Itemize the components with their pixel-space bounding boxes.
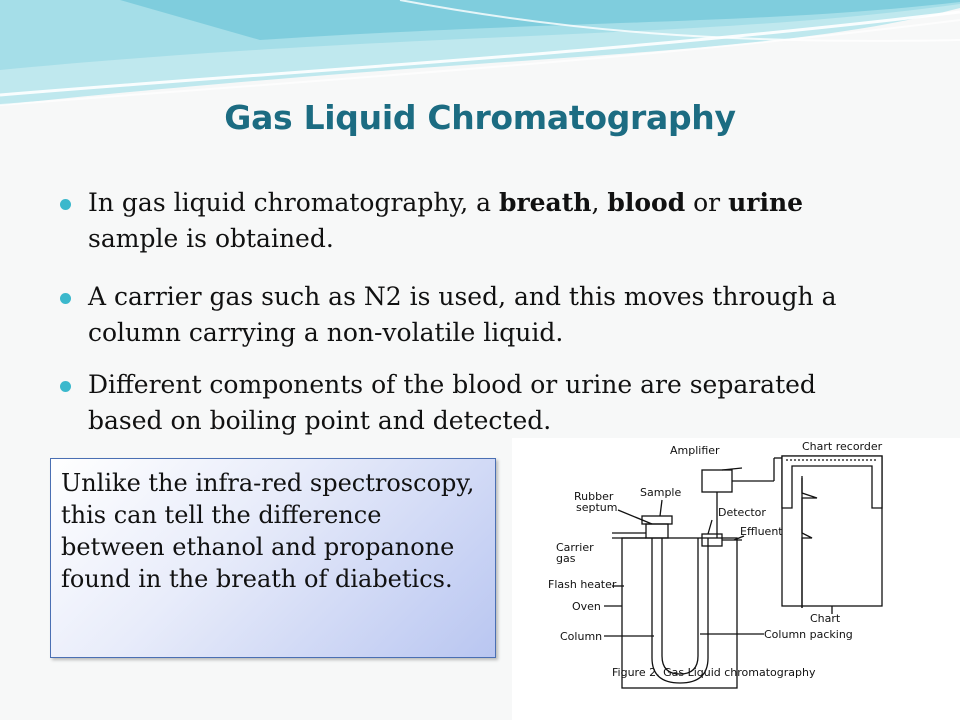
label-detector: Detector [718, 506, 766, 519]
label-effluent: Effluent [740, 525, 783, 538]
decorative-wave-header [0, 0, 960, 110]
label-column: Column [560, 630, 603, 643]
label-rubber: Rubber [574, 490, 614, 503]
gas-chromatography-diagram [512, 438, 960, 720]
bullet-text: A carrier gas such as N2 is used, and this moves through a column carrying a non-volatile liquid. [88, 282, 837, 347]
label-chart: Chart [810, 612, 841, 625]
diagram-caption: Figure 2. Gas Liquid chromatography [612, 666, 816, 679]
slide-title: Gas Liquid Chromatography [224, 98, 736, 137]
bullet-item [60, 279, 850, 351]
callout-box: Unlike the infra-red spectroscopy, this can tell the difference between ethanol and propanone found in the breath of diabetics. [50, 458, 496, 658]
label-sample: Sample [640, 486, 682, 499]
bullet-dot-icon [60, 199, 71, 210]
bullet-text: In gas liquid chromatography, a breath, blood or urine sample is obtained. [88, 188, 804, 253]
label-carrier: Carrier [556, 541, 594, 554]
label-oven: Oven [572, 600, 601, 613]
bullet-dot-icon [60, 293, 71, 304]
bullet-item [60, 185, 850, 257]
label-chart-recorder: Chart recorder [802, 440, 883, 453]
label-septum: septum [576, 501, 618, 514]
diagram-figure [512, 438, 960, 720]
label-column-packing: Column packing [764, 628, 853, 641]
label-amplifier: Amplifier [670, 444, 720, 457]
bullet-item [60, 367, 850, 439]
label-flash-heater: Flash heater [548, 578, 617, 591]
label-gas: gas [556, 552, 576, 565]
bullet-dot-icon [60, 381, 71, 392]
bullet-text: Different components of the blood or urine are separated based on boiling point and detected. [88, 370, 816, 435]
